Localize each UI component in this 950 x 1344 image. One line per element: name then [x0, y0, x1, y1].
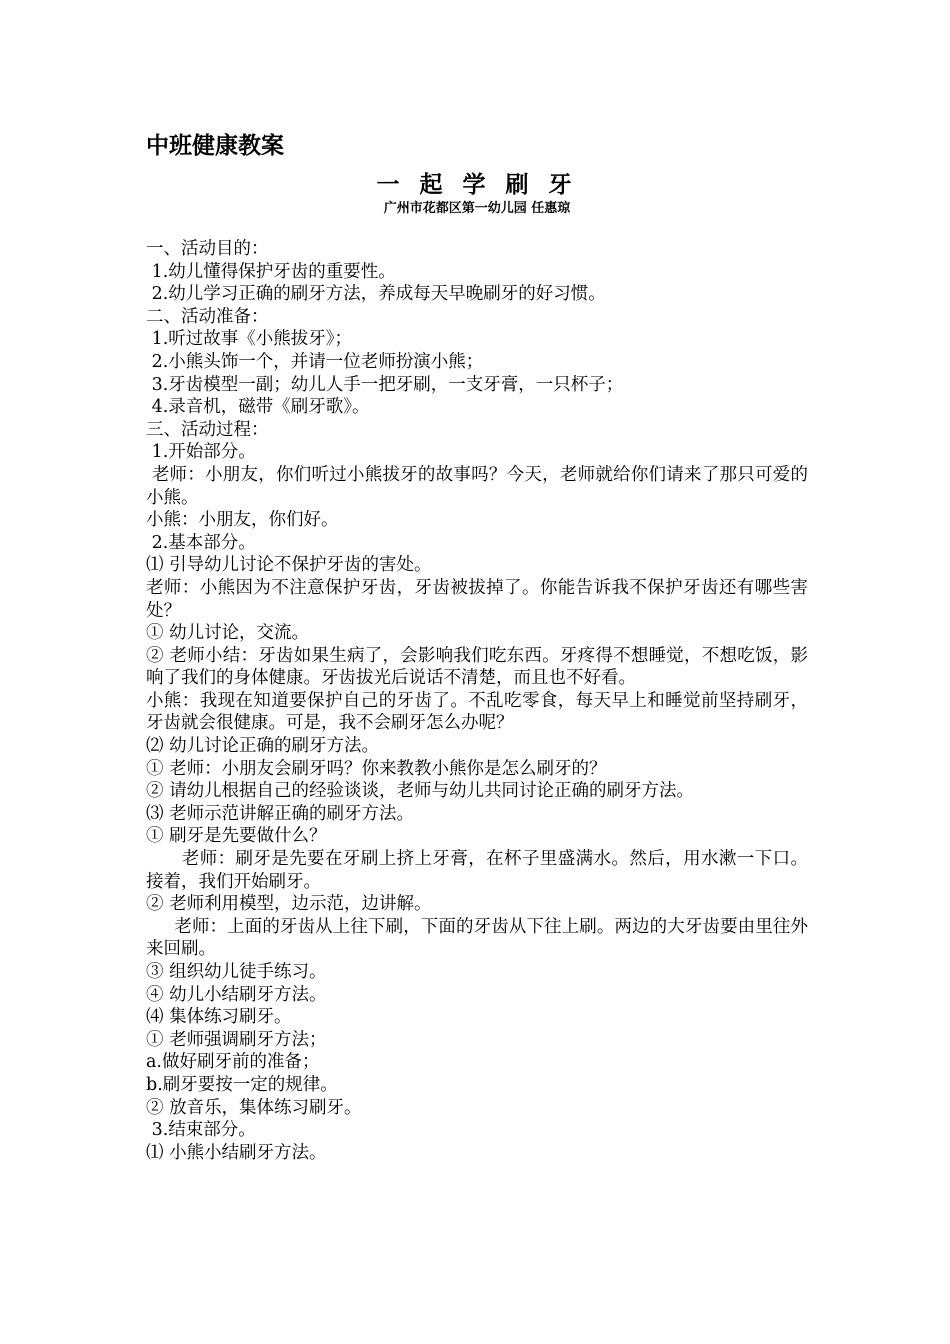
body-line: ① 幼儿讨论，交流。: [146, 623, 310, 644]
body-line: 4.录音机，磁带《刷牙歌》。: [146, 397, 370, 418]
body-line: ⑶ 老师示范讲解正确的刷牙方法。: [146, 803, 415, 824]
body-line: ② 老师小结：牙齿如果生病了，会影响我们吃东西。牙疼得不想睡觉，不想吃饭，影响了我们的身体健康。牙齿拔光后说话不清楚，而且也不好看。: [146, 645, 808, 689]
body-line: ⑷ 集体练习刷牙。: [146, 1007, 292, 1028]
body-line: 二、活动准备：: [146, 306, 269, 327]
body-line: 2.小熊头饰一个，并请一位老师扮演小熊；: [146, 351, 484, 372]
body-line: ① 老师：小朋友会刷牙吗？你来教教小熊你是怎么刷牙的？: [146, 758, 607, 779]
body-line: 1.听过故事《小熊拔牙》；: [146, 329, 353, 350]
body-line: 3.牙齿模型一副；幼儿人手一把牙刷，一支牙膏，一只杯子；: [146, 374, 624, 395]
body-line: ② 请幼儿根据自己的经验谈谈，老师与幼儿共同讨论正确的刷牙方法。: [146, 781, 695, 802]
body-line: 小熊：小朋友，你们好。: [146, 510, 339, 531]
body-line: ① 老师强调刷牙方法；: [146, 1029, 327, 1050]
body-line: ⑴ 小熊小结刷牙方法。: [146, 1142, 327, 1163]
body-line: ⑵ 幼儿讨论正确的刷牙方法。: [146, 736, 380, 757]
document-page: [146, 130, 808, 1164]
body-line: 老师：小朋友，你们听过小熊拔牙的故事吗？今天，老师就给你们请来了那只可爱的小熊。: [146, 464, 808, 508]
document-author: 广州市花都区第一幼儿园 任惠琼: [383, 201, 571, 216]
body-line: 1.幼儿懂得保护牙齿的重要性。: [146, 261, 396, 282]
body-line: 三、活动过程：: [146, 419, 269, 440]
body-line: 1.开始部分。: [146, 442, 256, 463]
body-line: ⑴ 引导幼儿讨论不保护牙齿的害处。: [146, 555, 432, 576]
body-line: 小熊：我现在知道要保护自己的牙齿了。不乱吃零食，每天早上和睡觉前坚持刷牙，牙齿就会很健康。可是，我不会刷牙怎么办呢？: [146, 690, 808, 734]
body-line: a.做好刷牙前的准备；: [146, 1052, 320, 1073]
body-line: 老师：上面的牙齿从上往下刷，下面的牙齿从下往上刷。两边的大牙齿要由里往外来回刷。: [146, 916, 808, 960]
body-line: ① 刷牙是先要做什么？: [146, 826, 327, 847]
body-line: 老师：刷牙是先要在牙刷上挤上牙膏，在杯子里盛满水。然后，用水漱一下口。接着，我们开始刷牙。: [146, 849, 808, 892]
document-header: 中班健康教案: [146, 133, 284, 159]
body-line: ③ 组织幼儿徒手练习。: [146, 962, 327, 982]
document-title: 一 起 学 刷 牙: [376, 172, 578, 198]
body-line: ② 老师利用模型，边示范，边讲解。: [146, 894, 432, 915]
body-line: 一、活动目的：: [146, 239, 269, 259]
body-line: 2.幼儿学习正确的刷牙方法，养成每天早晚刷牙的好习惯。: [146, 284, 606, 305]
body-line: b.刷牙要按一定的规律。: [146, 1074, 338, 1095]
body-line: 老师：小熊因为不注意保护牙齿，牙齿被拔掉了。你能告诉我不保护牙齿还有哪些害处？: [146, 577, 808, 621]
body-line: ④ 幼儿小结刷牙方法。: [146, 984, 327, 1005]
body-line: 3.结束部分。: [146, 1120, 256, 1141]
body-line: 2.基本部分。: [146, 532, 256, 553]
body-line: ② 放音乐，集体练习刷牙。: [146, 1097, 362, 1118]
document-body: [146, 238, 808, 1164]
